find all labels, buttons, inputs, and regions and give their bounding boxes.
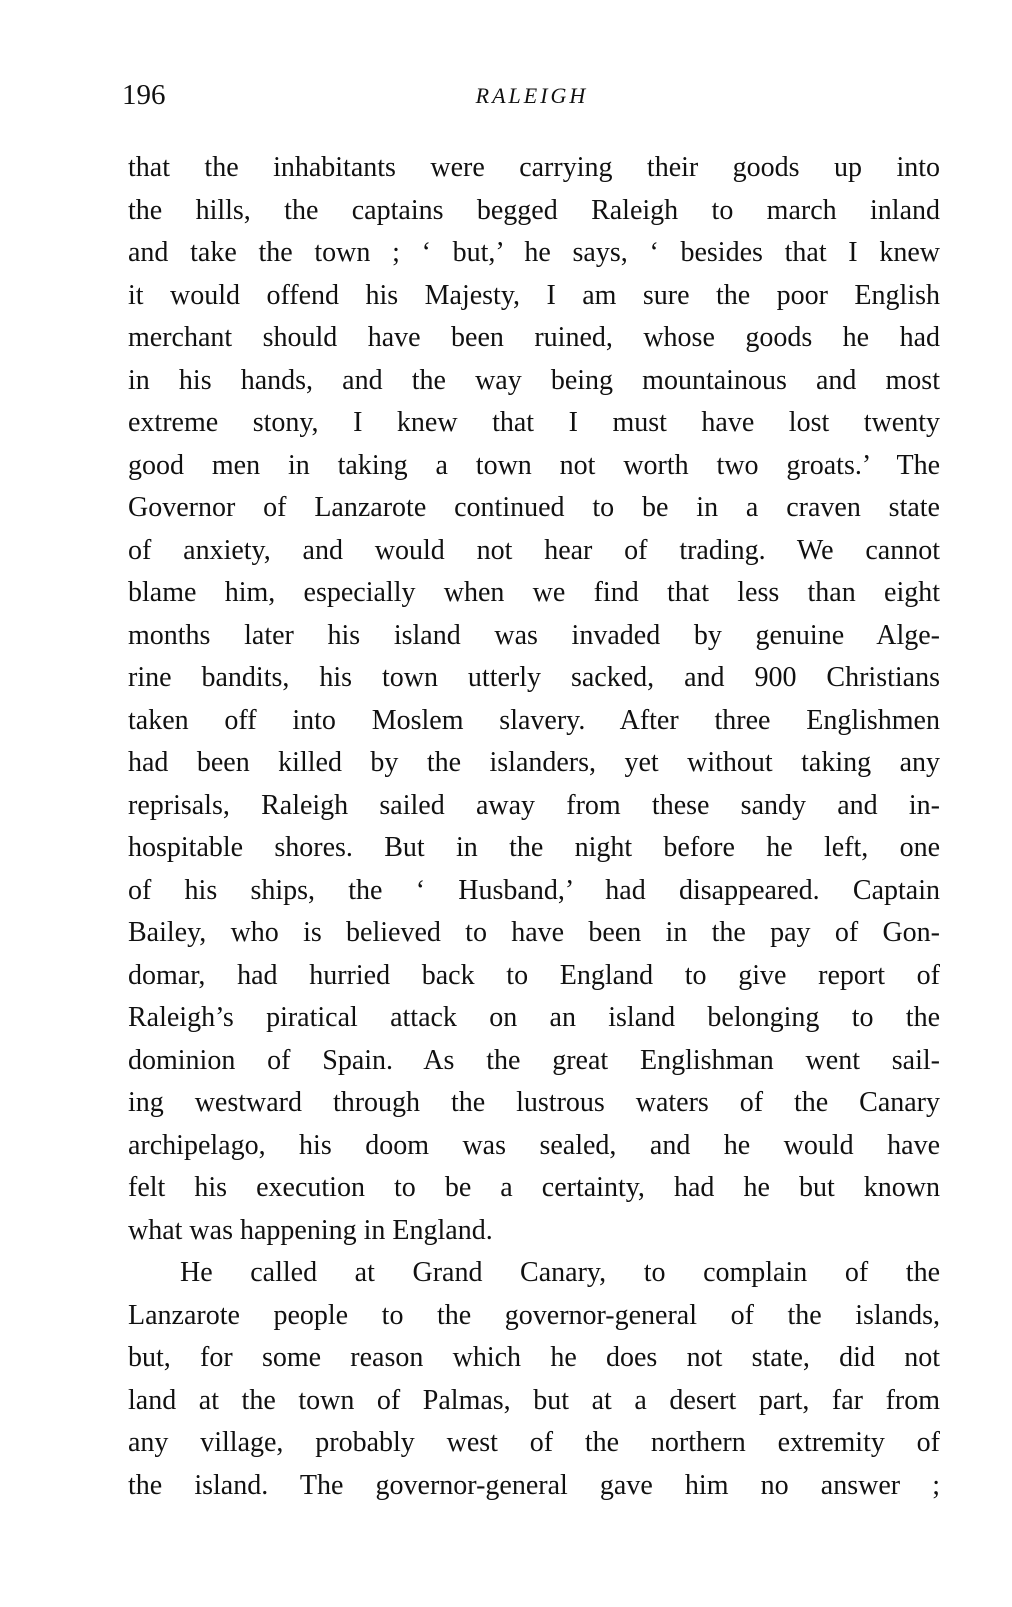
text-line: but, for some reason which he does not state, did not [128, 1342, 940, 1373]
text-line: in his hands, and the way being mountainous and most [128, 364, 940, 396]
text-line: He called at Grand Canary, to complain of the [180, 1257, 940, 1288]
text-line: the island. The governor-general gave him no answer ; [128, 1469, 940, 1501]
page-number: 196 [122, 79, 166, 111]
text-line: land at the town of Palmas, but at a desert part, far from [128, 1384, 940, 1416]
text-line: rine bandits, his town utterly sacked, and 900 Christians [128, 662, 940, 693]
text-line: Governor of Lanzarote continued to be in a craven state [128, 492, 940, 523]
text-line: Raleigh’s piratical attack on an island belonging to the [128, 1002, 940, 1033]
text-line: dominion of Spain. As the great Englishman went sail- [128, 1044, 940, 1076]
text-line: blame him, especially when we find that less than eight [128, 577, 940, 608]
text-line: any village, probably west of the northern extremity of [128, 1427, 940, 1458]
text-line: it would offend his Majesty, I am sure the poor English [128, 279, 940, 311]
text-line: ing westward through the lustrous waters of the Canary [128, 1087, 940, 1118]
text-line: months later his island was invaded by genuine Alge- [128, 619, 940, 651]
text-line: what was happening in England. [128, 1214, 493, 1246]
text-line: taken off into Moslem slavery. After three Englishmen [128, 704, 940, 736]
running-title: RALEIGH [475, 83, 589, 108]
text-line: of his ships, the ‘ Husband,’ had disappeared. Captain [128, 874, 940, 906]
text-line: the hills, the captains begged Raleigh to march inland [128, 194, 940, 226]
text-line: Bailey, who is believed to have been in the pay of Gon- [128, 917, 940, 948]
text-line: that the inhabitants were carrying their goods up into [128, 152, 940, 183]
text-line: archipelago, his doom was sealed, and he would have [128, 1129, 940, 1161]
text-line: felt his execution to be a certainty, had he but known [128, 1172, 940, 1203]
text-line: Lanzarote people to the governor-general of the islands, [128, 1299, 940, 1331]
text-line: merchant should have been ruined, whose goods he had [128, 322, 940, 353]
text-line: extreme stony, I knew that I must have lost twenty [128, 407, 940, 438]
text-line: domar, had hurried back to England to give report of [128, 959, 940, 991]
text-line: had been killed by the islanders, yet without taking any [128, 747, 940, 778]
text-line: good men in taking a town not worth two groats.’ The [128, 449, 940, 481]
page-header [122, 75, 942, 125]
body-text [128, 147, 940, 1507]
text-line: of anxiety, and would not hear of trading. We cannot [128, 534, 940, 566]
text-line: and take the town ; ‘ but,’ he says, ‘ besides that I knew [128, 237, 940, 268]
text-line: reprisals, Raleigh sailed away from these sandy and in- [128, 789, 940, 821]
text-line: hospitable shores. But in the night before he left, one [128, 832, 940, 863]
